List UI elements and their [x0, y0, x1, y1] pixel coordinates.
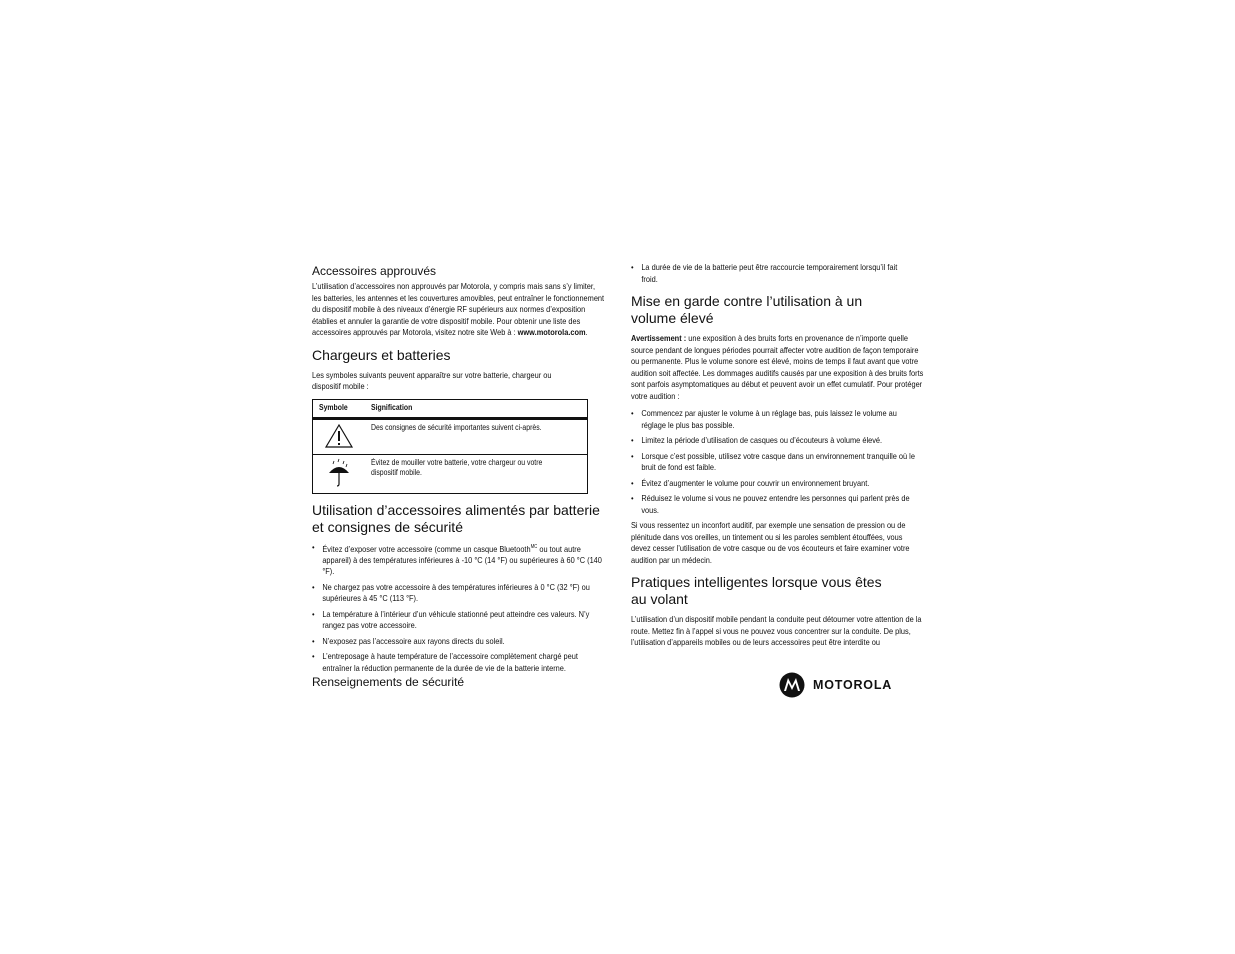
table-header-meaning: Signification: [365, 399, 588, 418]
list-item: • Commencez par ajuster le volume à un réglage bas, puis laissez le volume au réglage le plus bas possible.: [631, 408, 923, 431]
list-item: • Réduisez le volume si vous ne pouvez entendre les personnes qui parlent près de vous.: [631, 493, 917, 516]
warning-paragraph: Avertissement : une exposition à des bruits forts en provenance de n’importe quelle source pendant de longues périodes pourrait affecter votre audition de façon temporaire ou permanente. Plus le volume sonore est élevé, moins de temps il faut avant que votre audition soit affectée. Les dommages auditifs causés par une exposition à des bruits forts sont parfois asymptomatiques au début et peuvent avoir un effet cumulatif. Pour protéger votre audition :: [631, 333, 924, 401]
chargers-paragraph: Les symboles suivants peuvent apparaître sur votre batterie, chargeur ou dispositif mobile :: [312, 369, 552, 391]
list-item: • Évitez d’augmenter le volume pour couvrir un environnement bruyant.: [631, 478, 923, 490]
driving-paragraph: L’utilisation d’un dispositif mobile pendant la conduite peut détourner votre attention de la route. Mettez fin à l’appel si vous ne pouvez vous concentrer sur la conduite. De plus, l’utilisation d’appareils mobiles ou de leurs accessoires peut être interdite ou: [631, 614, 922, 647]
symbol-table: [312, 399, 588, 494]
motorola-link[interactable]: www.motorola.com: [517, 327, 586, 337]
right-column: [631, 262, 923, 655]
volume-bullet-list: [631, 408, 923, 516]
motorola-batwing-icon: [779, 672, 805, 698]
left-column: [312, 262, 604, 678]
list-item: • Évitez d’exposer votre accessoire (comme un casque Bluetooth$^{MC}$ ou tout autre appareil) à des températures inférieures à -10 °C (14 °F) ou supérieures à 60 °C (140 °F).: [312, 542, 604, 578]
list-item: • La température à l’intérieur d’un véhicule stationné peut atteindre ces valeurs. N’y rangez pas votre accessoire.: [312, 609, 604, 632]
list-item: • L’entreposage à haute température de l’accessoire complètement chargé peut entraîner la réduction permanente de la durée de vie de la batterie interne.: [312, 651, 604, 674]
driving-heading: Pratiques intelligentes lorsque vous êtes au volant: [631, 574, 882, 607]
accessories-paragraph: L’utilisation d’accessoires non approuvés par Motorola, y compris mais sans s’y limiter, les batteries, les antennes et les couvertures amovibles, peut entraîner le fonctionnement du dispositif mobile à des niveaux d’énergie RF supérieurs aux normes d’exposition établies et annuler la garantie de votre dispositif mobile. Pour obtenir une liste des accessoires approuvés par Motorola, visitez notre site Web à : www.motorola.com.: [312, 281, 605, 337]
motorola-logo: [779, 672, 892, 698]
footer-section-title: Renseignements de sécurité: [312, 675, 465, 689]
table-row: [313, 418, 588, 454]
table-cell-meaning: Évitez de mouiller votre batterie, votre chargeur ou votre dispositif mobile.: [365, 454, 588, 493]
list-item: • Lorsque c’est possible, utilisez votre casque dans un environnement tranquille où le bruit de fond est faible.: [631, 451, 923, 474]
accessories-heading: Accessoires approuvés: [312, 264, 437, 278]
chargers-heading: Chargeurs et batteries: [312, 346, 451, 363]
table-cell-meaning: Des consignes de sécurité importantes suivent ci-après.: [365, 418, 588, 454]
table-row: [313, 454, 588, 493]
discomfort-paragraph: Si vous ressentez un inconfort auditif, par exemple une sensation de pression ou de plénitude dans vos oreilles, un tintement ou si les paroles semblent étouffées, vous devez cesser l’utilisation de votre casque ou de vos écouteurs et faire examiner votre audition par un médecin.: [631, 520, 910, 565]
list-item: • La durée de vie de la batterie peut être raccourcie temporairement lorsqu’il fait froid.: [631, 262, 906, 285]
warning-triangle-icon: [313, 418, 366, 454]
table-header-symbol: Symbole: [313, 399, 366, 418]
list-item: • Limitez la période d’utilisation de casques ou d’écouteurs à volume élevé.: [631, 435, 923, 447]
volume-heading: Mise en garde contre l’utilisation à un volume élevé: [631, 293, 863, 326]
list-item: • Ne chargez pas votre accessoire à des températures inférieures à 0 °C (32 °F) ou supérieures à 45 °C (113 °F).: [312, 582, 604, 605]
list-item: • N’exposez pas l’accessoire aux rayons directs du soleil.: [312, 636, 604, 648]
umbrella-rain-icon: [313, 454, 366, 493]
cold-bullet-list: [631, 262, 906, 285]
battery-bullet-list: [312, 542, 604, 675]
battery-accessories-heading: Utilisation d’accessoires alimentés par batterie et consignes de sécurité: [312, 501, 600, 535]
table-header-row: [313, 399, 588, 418]
brand-wordmark: MOTOROLA: [813, 678, 893, 692]
